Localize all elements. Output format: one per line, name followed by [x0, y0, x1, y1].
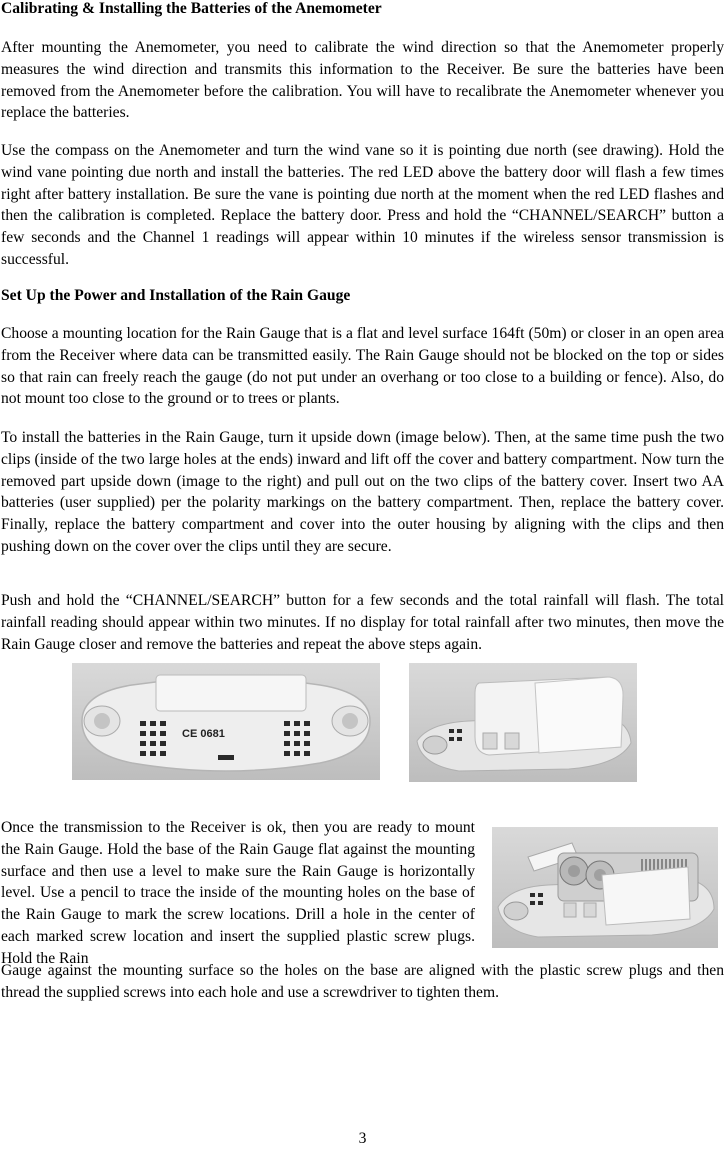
paragraph-rain-location: Choose a mounting location for the Rain Gauge that is a flat and level surface 164ft (50m) or closer in an open area from the Receiver where data can be transmitted easily. The Rain Gauge should not be blocked on the top or sides so that rain can freely reach the gauge (do not put under an overhang or too close to a building or fence). Also, do not mount too close to the ground or to trees or plants.: [1, 325, 724, 408]
paragraph-calibrate-intro: After mounting the Anemometer, you need to calibrate the wind direction so that the Anemometer properly measures the wind direction and transmits this information to the Receiver. Be sure the batteries have been removed from the Anemometer before the calibration. You will have to recalibrate the Anemometer whenever you replace the batteries.: [1, 39, 724, 122]
battery-installed-illustration: [492, 827, 718, 948]
photo-removed-battery-part: [409, 663, 637, 782]
photo-ce-mark: CE 0681: [182, 728, 225, 740]
page-number: 3: [358, 1130, 367, 1147]
photo-open-battery-compartment: [492, 827, 718, 948]
paragraph-rain-search: Push and hold the “CHANNEL/SEARCH” button for a few seconds and the total rainfall will flash. The total rainfall reading should appear within two minutes. If no display for total rainfall after two minutes, then move the Rain Gauge closer and remove the batteries and repeat the above steps again.: [1, 592, 724, 653]
paragraph-rain-batteries: To install the batteries in the Rain Gauge, turn it upside down (image below). Then, at the same time push the two clips (inside of the two large holes at the ends) inward and lift off the cover and battery compartment. Now turn the removed part upside down (image to the right) and pull out on the two clips of the battery cover. Insert two AA batteries (user supplied) per the polarity markings on the battery compartment. Then, replace the battery cover. Finally, replace the battery compartment and cover into the outer housing by aligning with the clips and then pushing down on the cover over the clips until they are secure.: [1, 429, 724, 555]
paragraph-calibrate-steps: Use the compass on the Anemometer and turn the wind vane so it is pointing due north (see drawing). Hold the wind vane pointing due north and install the batteries. The red LED above the battery door will flash a few times right after battery installation. Be sure the vane is pointing due north at the moment when the red LED flashes and then the calibration is completed. Replace the battery door. Press and hold the “CHANNEL/SEARCH” button a few seconds and the Channel 1 readings will appear within 10 minutes if the wireless sensor transmission is successful.: [1, 142, 724, 268]
paragraph-mount-rest: Gauge against the mounting surface so the holes on the base are aligned with the plastic screw plugs and then thread the supplied screws into each hole and use a screwdriver to tighten them.: [1, 962, 724, 1001]
paragraph-mount-lead: Once the transmission to the Receiver is ok, then you are ready to mount the Rain Gauge. Hold the base of the Rain Gauge flat against the mounting surface and then use a level to make sure the Rain Gauge is horizontally level. Use a pencil to trace the inside of the mounting holes on the base of the Rain Gauge to mark the screw locations. Drill a hole in the center of each marked screw location and insert the supplied plastic screw plugs. Hold the Rain: [1, 819, 475, 967]
heading-calibrate-anemometer: Calibrating & Installing the Batteries of the Anemometer: [1, 0, 382, 17]
heading-rain-gauge-setup: Set Up the Power and Installation of the Rain Gauge: [1, 287, 351, 304]
battery-compartment-illustration: [409, 663, 637, 782]
rain-gauge-base-illustration: [72, 663, 380, 780]
photo-rain-gauge-upside-down: [72, 663, 380, 780]
